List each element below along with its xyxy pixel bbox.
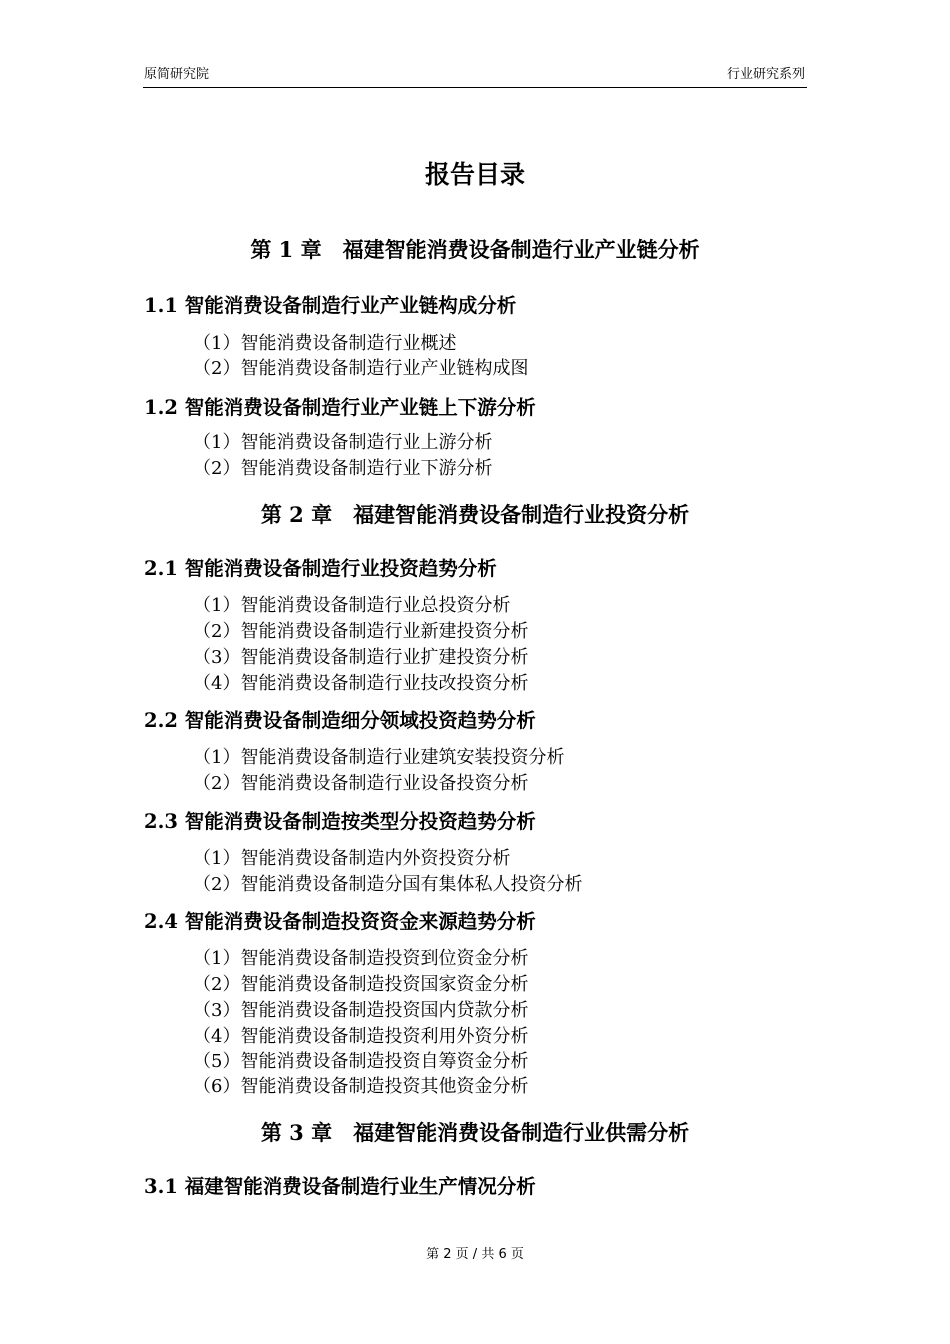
section-heading-1-2: 1.2 智能消费设备制造行业产业链上下游分析 xyxy=(144,396,536,419)
chapter-heading-1: 第 1 章 福建智能消费设备制造行业产业链分析 xyxy=(250,237,700,262)
toc-item: （1）智能消费设备制造行业上游分析 xyxy=(193,432,493,453)
toc-item: （6）智能消费设备制造投资其他资金分析 xyxy=(193,1076,529,1097)
toc-item: （1）智能消费设备制造内外资投资分析 xyxy=(193,848,511,869)
toc-item: （2）智能消费设备制造行业设备投资分析 xyxy=(193,773,529,794)
page-number: 第 2 页 / 共 6 页 xyxy=(426,1247,524,1262)
header-org-name: 原简研究院 xyxy=(144,67,210,82)
toc-item: （1）智能消费设备制造行业概述 xyxy=(193,333,457,354)
header-divider xyxy=(143,87,807,88)
chapter-heading-2: 第 2 章 福建智能消费设备制造行业投资分析 xyxy=(260,502,690,527)
section-heading-2-3: 2.3 智能消费设备制造按类型分投资趋势分析 xyxy=(144,810,536,833)
toc-item: （2）智能消费设备制造投资国家资金分析 xyxy=(193,974,529,995)
toc-item: （3）智能消费设备制造投资国内贷款分析 xyxy=(193,1000,529,1021)
toc-item: （1）智能消费设备制造行业建筑安装投资分析 xyxy=(193,747,565,768)
section-heading-2-4: 2.4 智能消费设备制造投资资金来源趋势分析 xyxy=(144,910,536,933)
toc-item: （2）智能消费设备制造行业新建投资分析 xyxy=(193,621,529,642)
section-heading-2-2: 2.2 智能消费设备制造细分领域投资趋势分析 xyxy=(144,709,536,732)
page-title: 报告目录 xyxy=(424,160,525,189)
toc-item: （3）智能消费设备制造行业扩建投资分析 xyxy=(193,647,529,668)
section-heading-2-1: 2.1 智能消费设备制造行业投资趋势分析 xyxy=(144,557,497,580)
toc-item: （2）智能消费设备制造行业下游分析 xyxy=(193,458,493,479)
toc-item: （5）智能消费设备制造投资自筹资金分析 xyxy=(193,1051,529,1072)
section-heading-1-1: 1.1 智能消费设备制造行业产业链构成分析 xyxy=(144,294,517,317)
header-series-name: 行业研究系列 xyxy=(726,67,805,82)
toc-item: （2）智能消费设备制造分国有集体私人投资分析 xyxy=(193,874,583,895)
toc-item: （1）智能消费设备制造行业总投资分析 xyxy=(193,595,511,616)
toc-item: （4）智能消费设备制造投资利用外资分析 xyxy=(193,1026,529,1047)
toc-item: （4）智能消费设备制造行业技改投资分析 xyxy=(193,673,529,694)
section-heading-3-1: 3.1 福建智能消费设备制造行业生产情况分析 xyxy=(144,1175,536,1198)
toc-item: （2）智能消费设备制造行业产业链构成图 xyxy=(193,358,529,379)
toc-item: （1）智能消费设备制造投资到位资金分析 xyxy=(193,948,529,969)
chapter-heading-3: 第 3 章 福建智能消费设备制造行业供需分析 xyxy=(260,1120,690,1145)
